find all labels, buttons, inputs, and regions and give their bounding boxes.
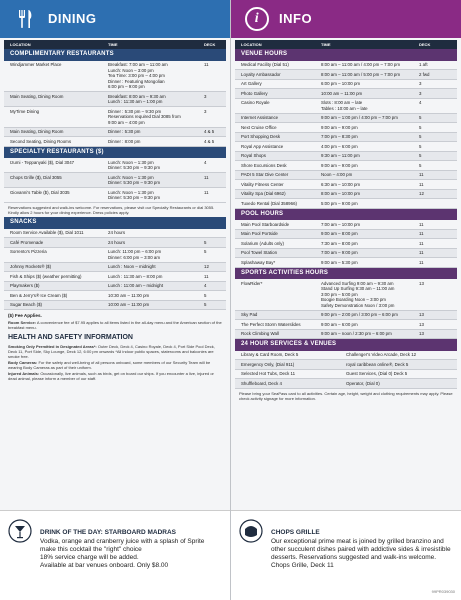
cell-location: Medical Facility (Dial 51) (241, 62, 289, 67)
cell-location: Sugar Beach ($) (10, 302, 42, 307)
table-row (235, 249, 457, 259)
col-time: TIME (321, 42, 331, 47)
cell-time: 9:30 am – 11:00 pm (321, 153, 360, 158)
cell-location: Main Seating, Dining Room (10, 129, 64, 134)
info-table-header (235, 40, 457, 49)
injured-animal-note: Injured Animals: Occasionally, live animals, such as birds, get on board our ships. If you encounter a live, injured or dead animal, please inform a member of our staff. (8, 371, 214, 382)
dining-banner (0, 0, 230, 38)
table-row (4, 137, 226, 147)
table-row (235, 258, 457, 268)
section-table (235, 61, 457, 209)
room-service-note: Room Service: A convenience fee of $7.95 applies to all items listed in the all-day menu and the American section of the breakfast menu. (8, 319, 222, 330)
service-item: Emergency Only, (Dial 911) (241, 361, 295, 367)
cell-time: 10:00 am – 11:00 pm (108, 302, 150, 307)
cell-time: 10:00 am – 11:00 pm (321, 90, 363, 96)
cell-deck: 5 (204, 302, 207, 307)
cell-deck: 13 (419, 321, 424, 327)
health-title: HEALTH AND SAFETY INFORMATION (8, 333, 133, 341)
cell-location: Fish & Ships ($) (weather permitting) (10, 273, 82, 279)
service-item: Selected Hot Tubs, Deck 11 (241, 371, 296, 376)
cell-location: Sky Pad (241, 312, 258, 317)
cell-location: Casino Royale (241, 100, 270, 105)
cell-deck: 11 (204, 273, 209, 279)
section-table (4, 61, 226, 147)
cell-location: Playmakers ($) (10, 283, 40, 288)
info-column (231, 0, 461, 403)
cell-time: 4:00 pm – 6:00 pm (321, 143, 358, 149)
col-location: LOCATION (241, 42, 262, 47)
info-title: INFO (279, 10, 313, 26)
table-row (4, 248, 226, 263)
cell-deck (419, 201, 451, 207)
info-banner (231, 0, 461, 38)
cell-time: Lunch: Noon – 1:30 pm Dinner: 5:30 pm – 9:30 pm (108, 159, 160, 170)
table-row (4, 272, 226, 282)
cell-deck: 5 (419, 153, 422, 158)
cell-time: 9:00 am – 1:00 pm / 4:00 pm – 7:00 pm (321, 115, 398, 120)
info-sections (231, 49, 461, 339)
col-time: TIME (108, 42, 118, 47)
table-row (4, 291, 226, 301)
cell-time: Breakfast: 7:00 am – 11:00 am Lunch: Noon – 3:00 pm Tea Time: 3:00 pm – 4:00 pm Dinner : Featuring Mongolian 6:00 pm – 9:00 pm (108, 62, 168, 89)
service-item: royal caribbean online®, Deck 5 (346, 361, 409, 367)
table-row (4, 229, 226, 239)
section-title: COMPLIMENTARY RESTAURANTS (4, 49, 226, 61)
table-row (235, 161, 457, 171)
cell-time: 7:00 am – 10:00 pm (321, 221, 361, 227)
cell-time: Slots : 8:00 am – late Tables : 10:00 am – late (321, 100, 368, 111)
cell-location: Tuxedo Rental (Dial 358966) (241, 200, 297, 206)
table-row (235, 180, 457, 190)
cell-time: 8:00 am – 11:00 am / 4:00 pm – 7:00 pm (321, 62, 400, 67)
cell-time: Lunch : 11:00 am – midnight (108, 283, 164, 288)
cell-location: Café Promenade (10, 239, 44, 245)
table-row (235, 89, 457, 99)
cell-location: Vitality Spa (Dial 6962) (241, 191, 286, 196)
service-row (235, 370, 457, 380)
cell-deck: 5 (419, 124, 422, 130)
cell-time: 9:00 am – 5:30 pm (321, 259, 358, 265)
dining-title: DINING (48, 10, 97, 26)
cell-deck: 11 (204, 174, 209, 180)
table-row (235, 171, 457, 181)
cell-location: Photo Gallery (241, 90, 268, 96)
section-title: SPECIALTY RESTAURANTS ($) (4, 147, 226, 159)
table-row (4, 173, 226, 188)
body-camera-note: Body Cameras: For the safety and well-being of all persons onboard, some members of our Security Team will be wearing Body Cameras as part of their uniform. (8, 360, 211, 371)
table-row (4, 301, 226, 311)
cell-location: Second Seating, Dining Rooms (10, 138, 72, 144)
cell-deck: 4 (204, 159, 207, 165)
table-row (235, 70, 457, 80)
cell-location: Rock Climbing Wall (241, 331, 279, 336)
cell-deck: 11 (419, 172, 424, 177)
cell-deck: 2 fwd (419, 71, 430, 77)
cell-time: 6:00 pm – 10:00 pm (321, 81, 361, 86)
cell-location: Internet Assistance (241, 115, 279, 120)
cell-deck: 4 & 5 (204, 138, 215, 144)
cell-time: 9:00 am – 9:00 pm (321, 162, 358, 168)
cell-deck: 3 (204, 93, 207, 99)
cell-time: 9:00 am – 8:00 pm (321, 231, 358, 236)
service-item: Operator, (Dial 0) (346, 380, 380, 386)
table-row (235, 190, 457, 200)
table-row (235, 230, 457, 240)
cell-location: Chops Grille ($), Dial 3055 (10, 174, 62, 180)
cell-deck: 3 (204, 108, 207, 114)
services-title: 24 HOUR SERVICES & VENUES (235, 339, 457, 351)
service-item: Library & Card Room, Deck 5 (241, 352, 299, 357)
cell-location: Vitality Fitness Center (241, 181, 284, 187)
cell-location: Solarium (Adults only) (241, 240, 284, 246)
specialty-note: Reservations suggested and walk-ins welcome. For reservations, please visit our Specialty Restaurants or dial 3055. Kindly allow 2 hours for your dining experience. Dress policies apply. (8, 205, 215, 215)
cell-deck: 11 (204, 62, 209, 67)
cell-deck: 11 (419, 259, 424, 265)
table-row (4, 238, 226, 248)
chops-text: Our exceptional prime meat is joined by grilled branzino and other succulent dishes paired with addictive sides & irresistible desserts. Reservations suggested and walk-ins welcome. Chops Grille, Deck 11 (271, 538, 451, 570)
chops-grille-icon (239, 519, 263, 543)
cell-location: Main Pool Starboardside (241, 221, 290, 227)
table-row (4, 128, 226, 138)
cell-time: Lunch: Noon – 1:30 pm Dinner: 5:30 pm – 9:30 pm (108, 189, 160, 200)
table-row (235, 114, 457, 124)
cell-deck: 11 (204, 189, 209, 195)
cell-time: 9:00 am – 6:00 pm (321, 321, 358, 327)
cell-deck: 5 (204, 249, 207, 254)
service-row (235, 379, 457, 389)
cell-deck: 1 aft (419, 62, 428, 67)
cell-location: Main Seating, Dining Room (10, 93, 64, 99)
cell-location: Main Pool Portside (241, 231, 278, 236)
table-row (4, 282, 226, 292)
cell-location: Johnny Rockets® ($) (10, 264, 52, 269)
table-row (235, 330, 457, 340)
col-deck: DECK (204, 42, 216, 47)
utensils-icon (14, 7, 38, 31)
smoking-note: Smoking Only Permitted in Designated Areas*: Outer Deck, Deck 4, Casino Royale, Deck 4, Port Side Pool Deck, Deck 11, Port Side, Sky Lounge, Deck 12, 6:00 pm onwards *All indoor public spaces, staterooms and balconies are smoke free. (8, 344, 215, 360)
cell-time: Advanced Surfing 9:00 am – 9:30 am Stand Up Surfing 9:30 am – 11:00 am 3:00 pm – 5:00 pm Boogie Boarding Noon – 3:00 pm Safety Demonstration Noon / 3:00 pm (321, 280, 395, 308)
table-row (235, 199, 457, 209)
cell-time: Lunch : Noon – midnight (108, 264, 156, 269)
cell-location: Loyalty Ambassador (241, 71, 281, 77)
cell-time: Breakfast: 8:00 am – 9:30 am Lunch : 11:30 am – 1:00 pm (108, 93, 166, 104)
cell-location: Pool Towel Station (241, 250, 278, 255)
cell-deck: 11 (419, 221, 424, 227)
cell-time: 6:30 am – 10:00 pm (321, 181, 361, 187)
service-item: Shuffleboard, Deck 4 (241, 380, 282, 386)
cell-location: Ben & Jerry's® Ice Cream ($) (10, 292, 68, 298)
section-title: SPORTS ACTIVITIES HOURS (235, 268, 457, 280)
service-row (235, 351, 457, 361)
table-row (235, 239, 457, 249)
cell-deck: 4 (204, 283, 207, 288)
cell-location: Port Shopping Desk (241, 134, 281, 139)
cell-deck: 5 (419, 134, 422, 139)
drink-title: DRINK OF THE DAY: STARBOARD MADRAS (40, 529, 177, 536)
cocktail-icon (8, 519, 32, 543)
cell-location: Royal App Assistance (241, 143, 284, 149)
cell-location: Next Cruise Office (241, 124, 277, 130)
cell-location: MyTime Dining (10, 108, 40, 114)
info-icon: i (245, 7, 269, 31)
table-row (235, 123, 457, 133)
table-row (4, 263, 226, 273)
table-row (235, 320, 457, 330)
cell-deck: 12 (419, 191, 424, 196)
cell-time: Noon – 4:00 pm (321, 172, 353, 177)
cell-time: 9:00 am – 9:00 pm (321, 124, 358, 130)
cell-time: Lunch : 11:30 am – 8:00 pm (108, 273, 163, 279)
chops-title: CHOPS GRILLE (271, 529, 320, 536)
table-row (235, 133, 457, 143)
service-item: Challenger's Video Arcade, Deck 12 (346, 352, 417, 357)
section-title: VENUE HOURS (235, 49, 457, 61)
cell-time: Dinner : 5:30 pm (108, 129, 141, 134)
cell-time: 5:00 pm – 9:00 pm (321, 200, 358, 206)
cell-time: 9:00 pm – 2:00 pm / 3:00 pm – 6:00 pm (321, 312, 398, 317)
cell-deck: 11 (419, 181, 424, 187)
cell-location: FlowRider* (241, 280, 263, 286)
cell-time: 9:00 am – noon / 2:30 pm – 6:00 pm (321, 331, 392, 336)
chops-panel (231, 510, 461, 600)
seapass-note: Please bring your SeaPass card to all activities. Certain age, height, weight and clothing requirements may apply. Please check activity signage for more information. (239, 390, 453, 401)
section-table (4, 158, 226, 203)
table-row (4, 92, 226, 107)
cell-deck: 5 (419, 143, 422, 149)
cell-time: Lunch: 11:00 pm – 6:00 pm Dinner: 6:00 pm – 3:00 am (108, 249, 162, 260)
service-item: Guest Services, (Dial 0) Deck 5 (346, 371, 408, 376)
table-row (235, 220, 457, 230)
cell-location: Sorrento's Pizzeria (10, 249, 47, 254)
cell-time: 7:00 am – 9:00 pm (321, 250, 358, 255)
table-row (235, 80, 457, 90)
cell-location: Royal Shops (241, 153, 266, 158)
cell-deck: 11 (419, 231, 424, 236)
cell-location: Izumi - Teppanyaki ($), Dial 3047 (10, 159, 75, 165)
cell-deck: 11 (419, 240, 424, 246)
document-code: 99PR039030 (431, 589, 455, 594)
cell-time: 7:00 pm – 8:30 pm (321, 134, 358, 139)
cell-location: Shore Excursions Desk (241, 162, 287, 168)
cell-deck: 5 (419, 162, 422, 168)
cell-deck: 4 & 5 (204, 129, 215, 134)
table-row (4, 61, 226, 93)
cell-time: 8:00 am – 11:00 am / 5:00 pm – 7:00 pm (321, 71, 400, 77)
cell-time: 24 hours (108, 239, 126, 245)
dining-sections (0, 49, 230, 310)
cell-time: 10:30 am – 11:00 pm (108, 292, 150, 298)
cell-location: Windjammer Market Place (10, 62, 62, 67)
cell-deck: 4 (419, 100, 422, 105)
cell-location: PADI 5 Star Dive Center (241, 172, 289, 177)
cell-deck: 13 (419, 331, 424, 336)
cell-deck: 3 (419, 81, 422, 86)
cell-time: 24 hours (108, 230, 126, 235)
cell-deck: 12 (204, 264, 209, 269)
cell-location: The Perfect Storm Waterslides (241, 321, 301, 327)
fee-notice: ($) Fee Applies. (8, 313, 42, 318)
table-row (4, 158, 226, 173)
service-row (235, 360, 457, 370)
table-row (235, 152, 457, 162)
section-table (235, 220, 457, 268)
table-row (235, 142, 457, 152)
section-table (235, 279, 457, 339)
dining-table-header (4, 40, 226, 49)
table-row (4, 107, 226, 128)
cell-location: Splashaway Bay* (241, 259, 276, 265)
col-location: LOCATION (10, 42, 31, 47)
services-table (235, 351, 457, 389)
cell-location: Art Gallery (241, 81, 262, 86)
drink-text: Vodka, orange and cranberry juice with a splash of Sprite make this cocktail the "right" choice 18% service charge will be added. Available at bar venues onboard. Only $8.00 (40, 538, 205, 570)
section-table (4, 229, 226, 311)
cell-time: Dinner : 8:00 pm (108, 138, 141, 144)
drink-panel (0, 510, 230, 600)
cell-deck: 5 (204, 292, 207, 298)
table-row (235, 311, 457, 321)
cell-deck: 3 (419, 90, 422, 96)
dining-column (0, 0, 230, 382)
cell-time: 7:30 am – 8:00 pm (321, 240, 358, 246)
table-row (235, 279, 457, 311)
cell-time: 8:00 am – 10:00 pm (321, 191, 361, 196)
table-row (235, 61, 457, 71)
cell-deck: 11 (419, 250, 424, 255)
cell-time: Dinner : 5:30 pm – 9:30 pm Reservations required Dial 3085 from 9:00 am – 4:00 pm (108, 108, 181, 125)
section-title: POOL HOURS (235, 209, 457, 221)
cell-time: Lunch: Noon – 1:30 pm Dinner: 5:30 pm – 9:30 pm (108, 174, 160, 185)
cell-deck: 5 (204, 239, 207, 245)
col-deck: DECK (419, 42, 431, 47)
cell-deck: 13 (419, 312, 424, 317)
cell-deck (204, 230, 220, 236)
cell-location: Room Service Available ($), Dial 1011 (10, 230, 84, 235)
table-row (235, 99, 457, 114)
cell-deck: 13 (419, 280, 424, 286)
cell-deck: 5 (419, 115, 422, 120)
section-title: SNACKS (4, 217, 226, 229)
table-row (4, 188, 226, 203)
cell-location: Giovanni's Table ($), Dial 3035 (10, 189, 70, 195)
